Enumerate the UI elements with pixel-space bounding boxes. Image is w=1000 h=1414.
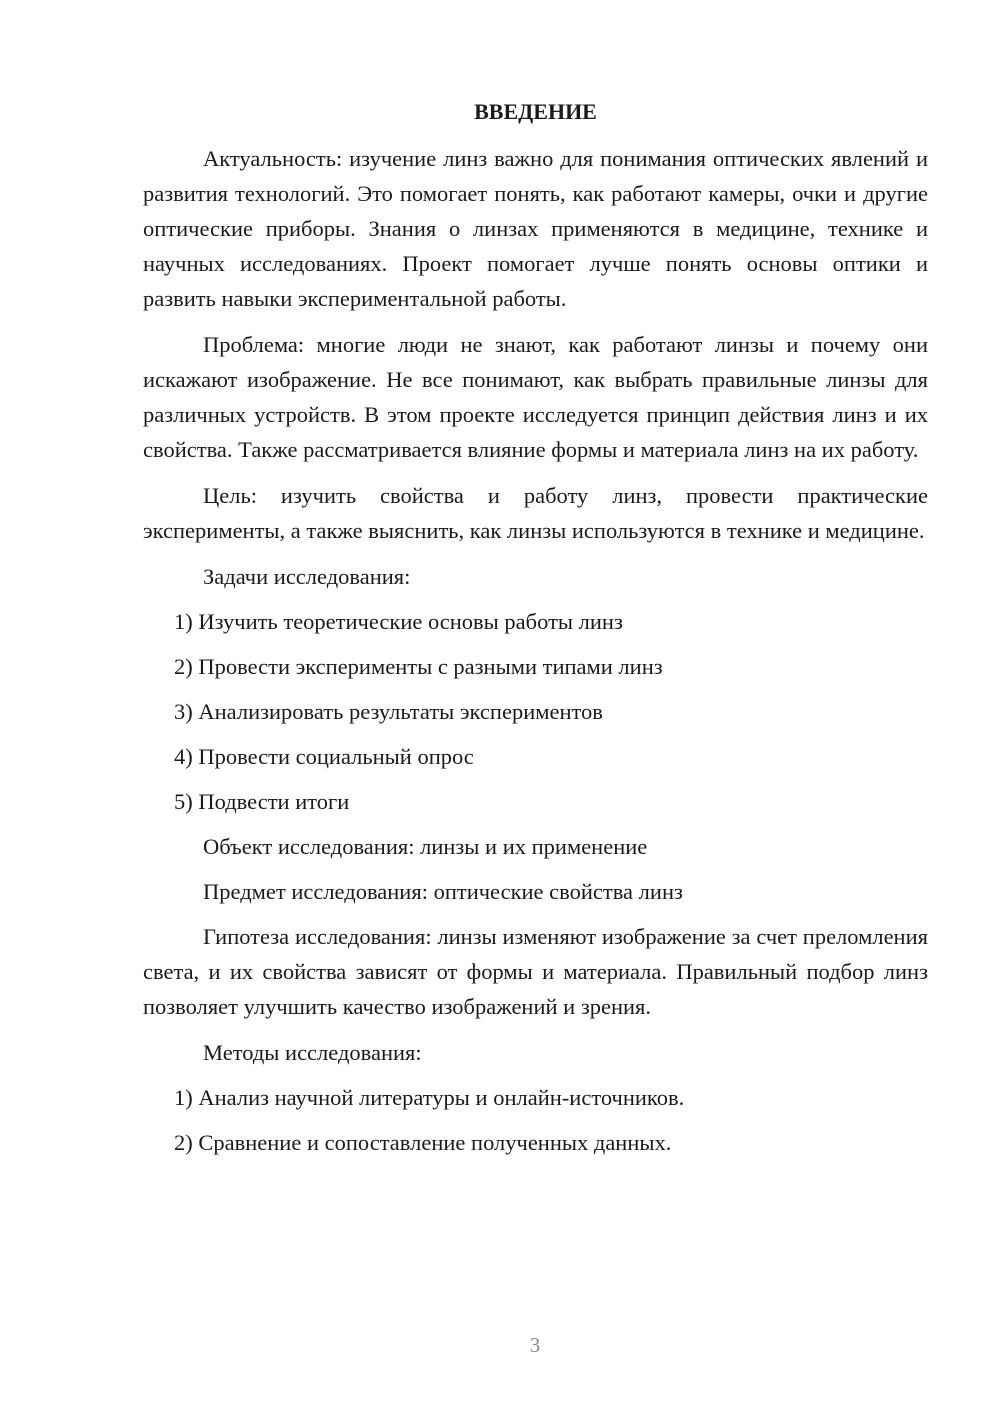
method-item: 2) Сравнение и сопоставление полученных данных. [174, 1130, 672, 1155]
page-number: 3 [529, 1333, 541, 1357]
actuality-paragraph: Актуальность: изучение линз важно для понимания оптических явлений и развития технологий. Это помогает понять, как работают камеры, очки и другие оптические приборы. Знания о линзах применяются в медицине, технике и научных исследованиях. Проект помогает лучше понять основы оптики и развить навыки экспериментальной работы. [143, 146, 928, 311]
page-heading: ВВЕДЕНИЕ [474, 99, 597, 124]
task-item: 4) Провести социальный опрос [174, 744, 474, 769]
task-item: 3) Анализировать результаты экспериментов [174, 699, 603, 724]
hypothesis-paragraph: Гипотеза исследования: линзы изменяют изображение за счет преломления света, и их свойства зависят от формы и материала. Правильный подбор линз позволяет улучшить качество изображений и зрения. [143, 924, 928, 1019]
page-content [143, 94, 928, 1170]
problem-paragraph: Проблема: многие люди не знают, как работают линзы и почему они искажают изображение. Не все понимают, как выбрать правильные линзы для различных устройств. В этом проекте исследуется принцип действия линз и их свойства. Также рассматривается влияние формы и материала линз на их работу. [143, 332, 928, 462]
task-item: 5) Подвести итоги [174, 789, 350, 814]
task-item: 1) Изучить теоретические основы работы линз [174, 609, 623, 634]
tasks-heading: Задачи исследования: [203, 564, 411, 589]
method-item: 1) Анализ научной литературы и онлайн-источников. [174, 1085, 685, 1110]
research-object: Объект исследования: линзы и их применение [203, 834, 648, 859]
methods-heading: Методы исследования: [203, 1040, 422, 1065]
task-item: 2) Провести эксперименты с разными типами линз [174, 654, 663, 679]
goal-paragraph: Цель: изучить свойства и работу линз, провести практические эксперименты, а также выяснить, как линзы используются в технике и медицине. [143, 483, 928, 543]
research-subject: Предмет исследования: оптические свойства линз [203, 879, 683, 904]
